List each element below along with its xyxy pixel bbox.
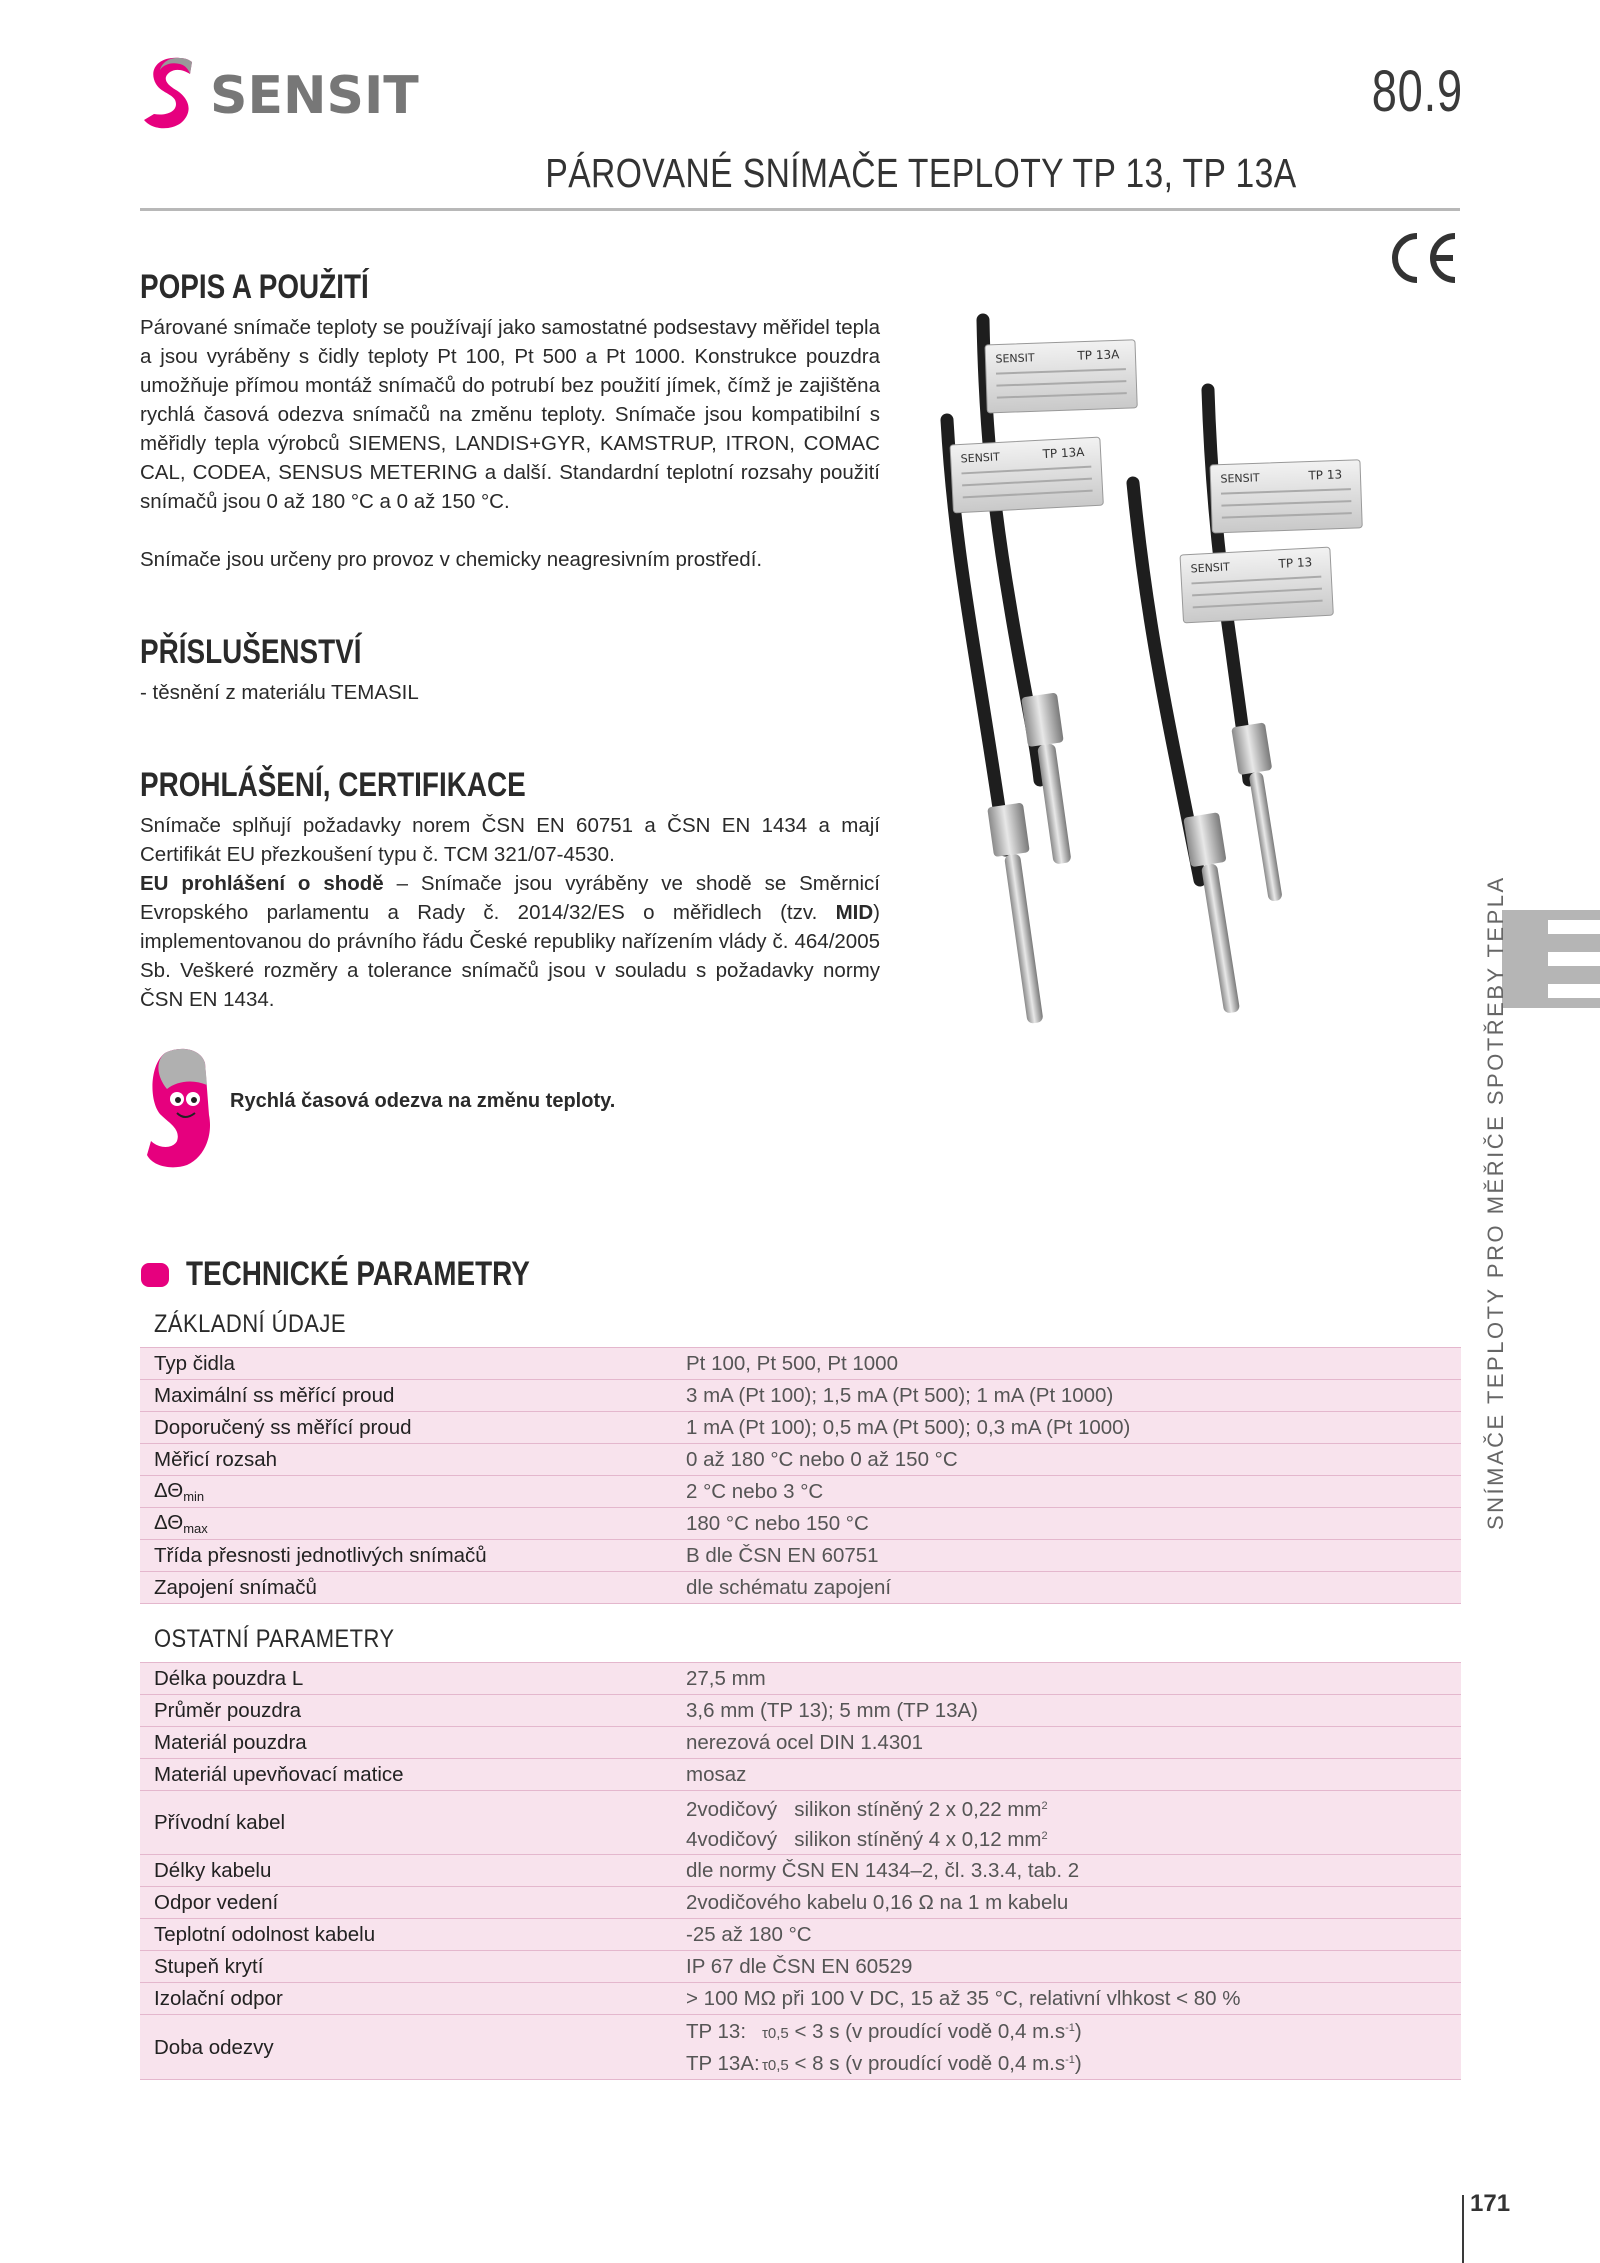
- cable-line-1: 2vodičový silikon stíněný 2 x 0,22 mm: [686, 1797, 1042, 1821]
- cable-line-2: 4vodičový silikon stíněný 4 x 0,12 mm: [686, 1827, 1042, 1851]
- table-row: [140, 1663, 1461, 1695]
- prohlaseni-paragraph-2: [140, 869, 880, 1014]
- product-photo: [905, 305, 1445, 1050]
- section-heading-prislusenstvi: PŘÍSLUŠENSTVÍ: [140, 633, 362, 671]
- table-row: [140, 1919, 1461, 1951]
- row-label: Teplotní odolnost kabelu: [140, 1919, 672, 1951]
- popis-paragraph-2: Snímače jsou určeny pro provoz v chemicky neagresivním prostředí.: [140, 548, 763, 571]
- superscript: -1: [1065, 2022, 1075, 2034]
- title-divider: [140, 208, 1460, 211]
- svg-text:TP 13: TP 13: [1278, 555, 1313, 571]
- table-row: [140, 1983, 1461, 2015]
- row-value: -25 až 180 °C: [672, 1919, 1461, 1951]
- basic-data-table: [140, 1347, 1461, 1604]
- row-value: 2vodičového kabelu 0,16 Ω na 1 m kabelu: [672, 1887, 1461, 1919]
- other-params-heading: OSTATNÍ PARAMETRY: [154, 1625, 395, 1653]
- row-label: Materiál pouzdra: [140, 1727, 672, 1759]
- eu-declaration-label: EU prohlášení o shodě: [140, 872, 384, 895]
- basic-data-heading: ZÁKLADNÍ ÚDAJE: [154, 1310, 346, 1338]
- label-plate: [1210, 460, 1362, 533]
- table-row: [140, 2015, 1461, 2080]
- response-text-end: ): [1074, 2020, 1082, 2043]
- page-title: PÁROVANÉ SNÍMAČE TEPLOTY TP 13, TP 13A: [545, 150, 1297, 196]
- table-row: [140, 1348, 1461, 1380]
- row-label: Průměr pouzdra: [140, 1695, 672, 1727]
- side-section-title: SNÍMAČE TEPLOTY PRO MĚŘIČE SPOTŘEBY TEPLA: [1483, 875, 1508, 1530]
- row-label: Typ čidla: [140, 1348, 672, 1380]
- response-type-tp13a: TP 13A:: [686, 2052, 760, 2075]
- row-value: 3,6 mm (TP 13); 5 mm (TP 13A): [672, 1695, 1461, 1727]
- table-row: [140, 1380, 1461, 1412]
- max-subscript: max: [183, 1521, 208, 1536]
- row-label: Doporučený ss měřící proud: [140, 1412, 672, 1444]
- row-label: Maximální ss měřící proud: [140, 1380, 672, 1412]
- svg-text:TP 13A: TP 13A: [1042, 444, 1085, 462]
- table-row: [140, 1951, 1461, 1983]
- superscript: -1: [1065, 2054, 1075, 2066]
- min-subscript: min: [183, 1489, 205, 1504]
- row-label: Měřicí rozsah: [140, 1444, 672, 1476]
- table-row: [140, 1855, 1461, 1887]
- superscript: 2: [1041, 1829, 1048, 1842]
- row-label: Stupeň krytí: [140, 1951, 672, 1983]
- response-type-tp13: TP 13:: [686, 2020, 747, 2043]
- delta-theta-symbol: ΔΘ: [154, 1479, 184, 1502]
- footer-divider: [1462, 2195, 1464, 2263]
- row-label: Odpor vedení: [140, 1887, 672, 1919]
- row-value: B dle ČSN EN 60751: [672, 1540, 1461, 1572]
- table-row: [140, 1887, 1461, 1919]
- popis-paragraph-1: Párované snímače teploty se používají jako samostatné podsestavy měřidel tepla a jsou vyráběny s čidly teploty Pt 100, Pt 500 a Pt 1000. Konstrukce pouzdra umožňuje přímou montáž snímačů do potrubí bez použití jímek, čímž je zajištěna rychlá časová odezva snímačů na změnu teploty. Snímače jsou kompatibilní s měřidly tepla výrobců SIEMENS, LANDIS+GYR, KAMSTRUP, ITRON, COMAC CAL, CODEA, SENSUS METERING a další. Standardní teplotní rozsahy použití snímačů jsou 0 až 180 °C a 0 až 150 °C.: [140, 316, 880, 513]
- table-row: [140, 1727, 1461, 1759]
- callout-text: Rychlá časová odezva na změnu teploty.: [230, 1090, 616, 1112]
- row-value: dle schématu zapojení: [672, 1572, 1461, 1604]
- row-value: mosaz: [672, 1759, 1461, 1791]
- row-label: Třída přesnosti jednotlivých snímačů: [140, 1540, 672, 1572]
- response-text: < 8 s (v proudící vodě 0,4 m.s: [788, 2052, 1066, 2075]
- row-label: Přívodní kabel: [140, 1791, 672, 1855]
- response-text-end: ): [1074, 2052, 1082, 2075]
- eu-declaration-text-1: – Snímače jsou vyráběny ve shodě se Směrnicí Evropského parlamentu a Rady č. 2014/32/ES o měřidlech (tzv.: [140, 872, 880, 924]
- page-number: 171: [1470, 2190, 1511, 2217]
- row-label: Doba odezvy: [140, 2015, 672, 2080]
- prohlaseni-paragraph-1: Snímače splňují požadavky norem ČSN EN 60751 a ČSN EN 1434 a mají Certifikát EU přezkoušení typu č. TCM 321/07-4530.: [140, 814, 880, 866]
- row-value: nerezová ocel DIN 1.4301: [672, 1727, 1461, 1759]
- label-plate: [985, 340, 1137, 413]
- section-heading-prohlaseni: PROHLÁŠENÍ, CERTIFIKACE: [140, 766, 526, 804]
- other-params-table: [140, 1662, 1461, 2080]
- prislusenstvi-item: - těsnění z materiálu TEMASIL: [140, 681, 419, 704]
- tau-symbol: τ0,5: [762, 2057, 789, 2074]
- delta-theta-symbol: ΔΘ: [154, 1511, 184, 1534]
- page-code: 80.9: [1371, 59, 1463, 124]
- svg-text:TP 13: TP 13: [1308, 467, 1343, 483]
- superscript: 2: [1041, 1799, 1048, 1812]
- response-text: < 3 s (v proudící vodě 0,4 m.s: [788, 2020, 1066, 2043]
- row-value: Pt 100, Pt 500, Pt 1000: [672, 1348, 1461, 1380]
- svg-text:SENSIT: SENSIT: [995, 351, 1035, 366]
- row-label: [140, 1508, 672, 1540]
- row-label: Délka pouzdra L: [140, 1663, 672, 1695]
- tech-params-heading: TECHNICKÉ PARAMETRY: [186, 1255, 530, 1293]
- row-value: 0 až 180 °C nebo 0 až 150 °C: [672, 1444, 1461, 1476]
- svg-text:SENSIT: SENSIT: [960, 450, 1001, 466]
- svg-text:SENSIT: SENSIT: [1190, 560, 1231, 576]
- table-row: [140, 1476, 1461, 1508]
- row-value: [672, 1791, 1461, 1855]
- eu-declaration-text-2: ) implementovanou do právního řádu České republiky nařízením vlády č. 464/2005 Sb. Veškeré rozměry a tolerance snímačů jsou v souladu s požadavky normy ČSN EN 1434.: [140, 901, 880, 1011]
- label-plate: [950, 437, 1103, 513]
- row-value: 27,5 mm: [672, 1663, 1461, 1695]
- ce-mark-icon: [1385, 228, 1461, 288]
- section-heading-popis: POPIS A POUŽITÍ: [140, 268, 369, 306]
- popis-text: [140, 313, 880, 574]
- table-row: [140, 1791, 1461, 1855]
- table-row: [140, 1540, 1461, 1572]
- row-label: Délky kabelu: [140, 1855, 672, 1887]
- table-row: [140, 1759, 1461, 1791]
- section-bullet-icon: [141, 1263, 169, 1287]
- row-label: Zapojení snímačů: [140, 1572, 672, 1604]
- label-plate: [1180, 547, 1333, 623]
- mascot-icon: [143, 1045, 218, 1170]
- row-value: 180 °C nebo 150 °C: [672, 1508, 1461, 1540]
- table-row: [140, 1508, 1461, 1540]
- row-value: 2 °C nebo 3 °C: [672, 1476, 1461, 1508]
- table-row: [140, 1444, 1461, 1476]
- mid-label: MID: [835, 901, 874, 924]
- brand-name: SENSIT: [210, 66, 419, 126]
- row-value: [672, 2015, 1461, 2080]
- row-value: 3 mA (Pt 100); 1,5 mA (Pt 500); 1 mA (Pt 1000): [672, 1380, 1461, 1412]
- row-label: Izolační odpor: [140, 1983, 672, 2015]
- table-row: [140, 1572, 1461, 1604]
- tau-symbol: τ0,5: [762, 2025, 789, 2042]
- sensit-logo: [140, 50, 440, 135]
- row-value: 1 mA (Pt 100); 0,5 mA (Pt 500); 0,3 mA (Pt 1000): [672, 1412, 1461, 1444]
- svg-text:SENSIT: SENSIT: [1220, 471, 1260, 486]
- row-value: > 100 MΩ při 100 V DC, 15 až 35 °C, relativní vlhkost < 80 %: [672, 1983, 1461, 2015]
- prohlaseni-text: [140, 811, 880, 1014]
- row-value: dle normy ČSN EN 1434–2, čl. 3.3.4, tab. 2: [672, 1855, 1461, 1887]
- row-label: Materiál upevňovací matice: [140, 1759, 672, 1791]
- table-row: [140, 1412, 1461, 1444]
- section-tab-letter: [1548, 920, 1600, 998]
- row-value: IP 67 dle ČSN EN 60529: [672, 1951, 1461, 1983]
- table-row: [140, 1695, 1461, 1727]
- row-label: [140, 1476, 672, 1508]
- svg-text:TP 13A: TP 13A: [1077, 347, 1120, 363]
